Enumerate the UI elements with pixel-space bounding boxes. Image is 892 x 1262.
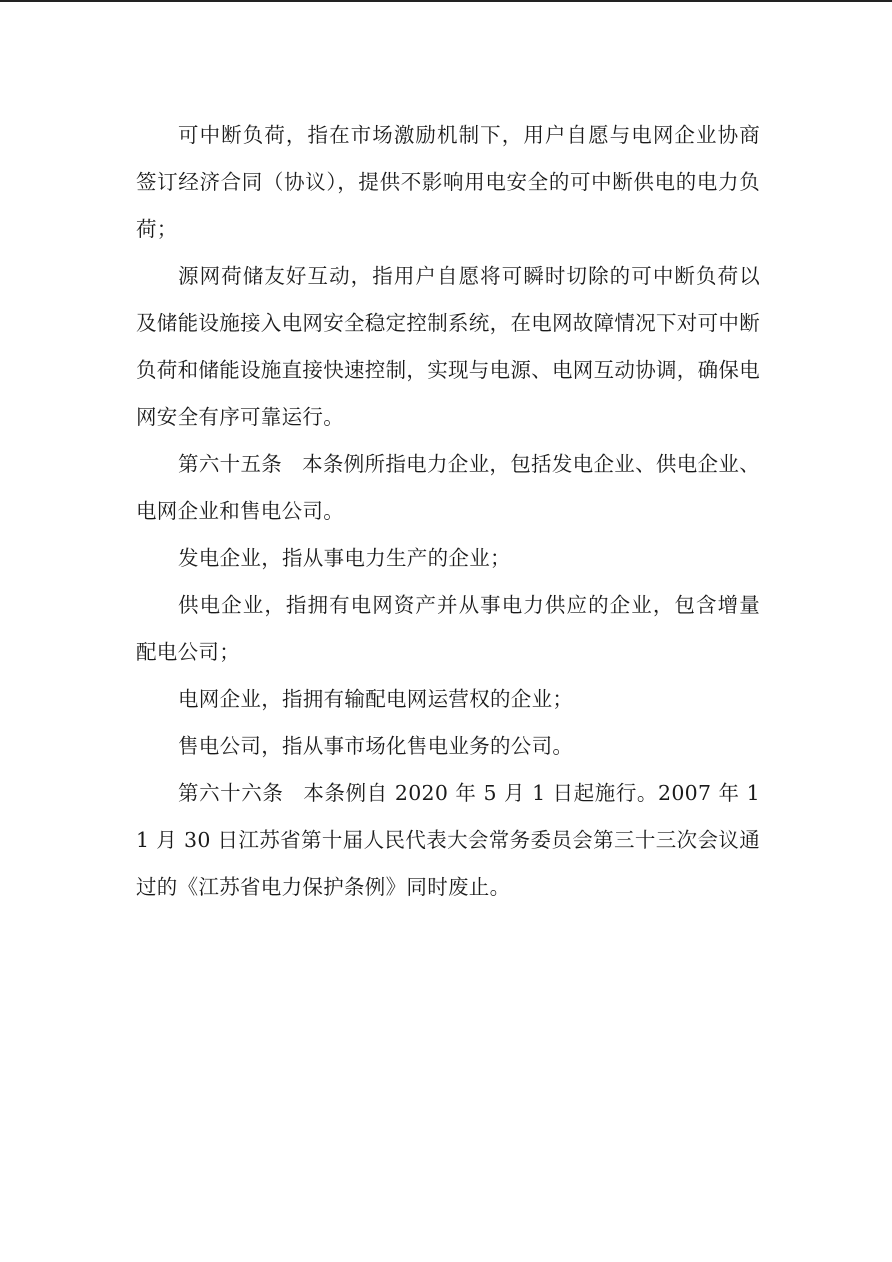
paragraph-source-grid-load-storage — [136, 253, 760, 441]
article-66 — [136, 770, 760, 911]
paragraph-power-generation — [136, 535, 760, 582]
article-text: 本条例自 2020 年 5 月 1 日起施行。2007 年 11 月 30 日江苏省第十届人民代表大会常务委员会第三十三次会议通过的《江苏省电力保护条例》同时废止。 — [136, 781, 760, 899]
page-top-border — [0, 0, 892, 2]
paragraph-grid-enterprise — [136, 676, 760, 723]
document-body — [136, 112, 760, 911]
paragraph-electricity-retail — [136, 723, 760, 770]
article-number: 第六十六条 — [178, 781, 284, 805]
article-text: 本条例所指电力企业，包括发电企业、供电企业、电网企业和售电公司。 — [136, 452, 760, 523]
article-65 — [136, 441, 760, 535]
paragraph-text: 可中断负荷，指在市场激励机制下，用户自愿与电网企业协商签订经济合同（协议），提供不影响用电安全的可中断供电的电力负荷； — [136, 123, 760, 241]
paragraph-interruptible-load — [136, 112, 760, 253]
paragraph-text: 供电企业，指拥有电网资产并从事电力供应的企业，包含增量配电公司； — [136, 593, 760, 664]
paragraph-text: 售电公司，指从事市场化售电业务的公司。 — [178, 734, 574, 758]
paragraph-text: 电网企业，指拥有输配电网运营权的企业； — [178, 687, 574, 711]
paragraph-text: 源网荷储友好互动，指用户自愿将可瞬时切除的可中断负荷以及储能设施接入电网安全稳定控制系统，在电网故障情况下对可中断负荷和储能设施直接快速控制，实现与电源、电网互动协调，确保电网安全有序可靠运行。 — [136, 264, 760, 429]
paragraph-power-supply — [136, 582, 760, 676]
paragraph-text: 发电企业，指从事电力生产的企业； — [178, 546, 511, 570]
article-number: 第六十五条 — [178, 452, 283, 476]
